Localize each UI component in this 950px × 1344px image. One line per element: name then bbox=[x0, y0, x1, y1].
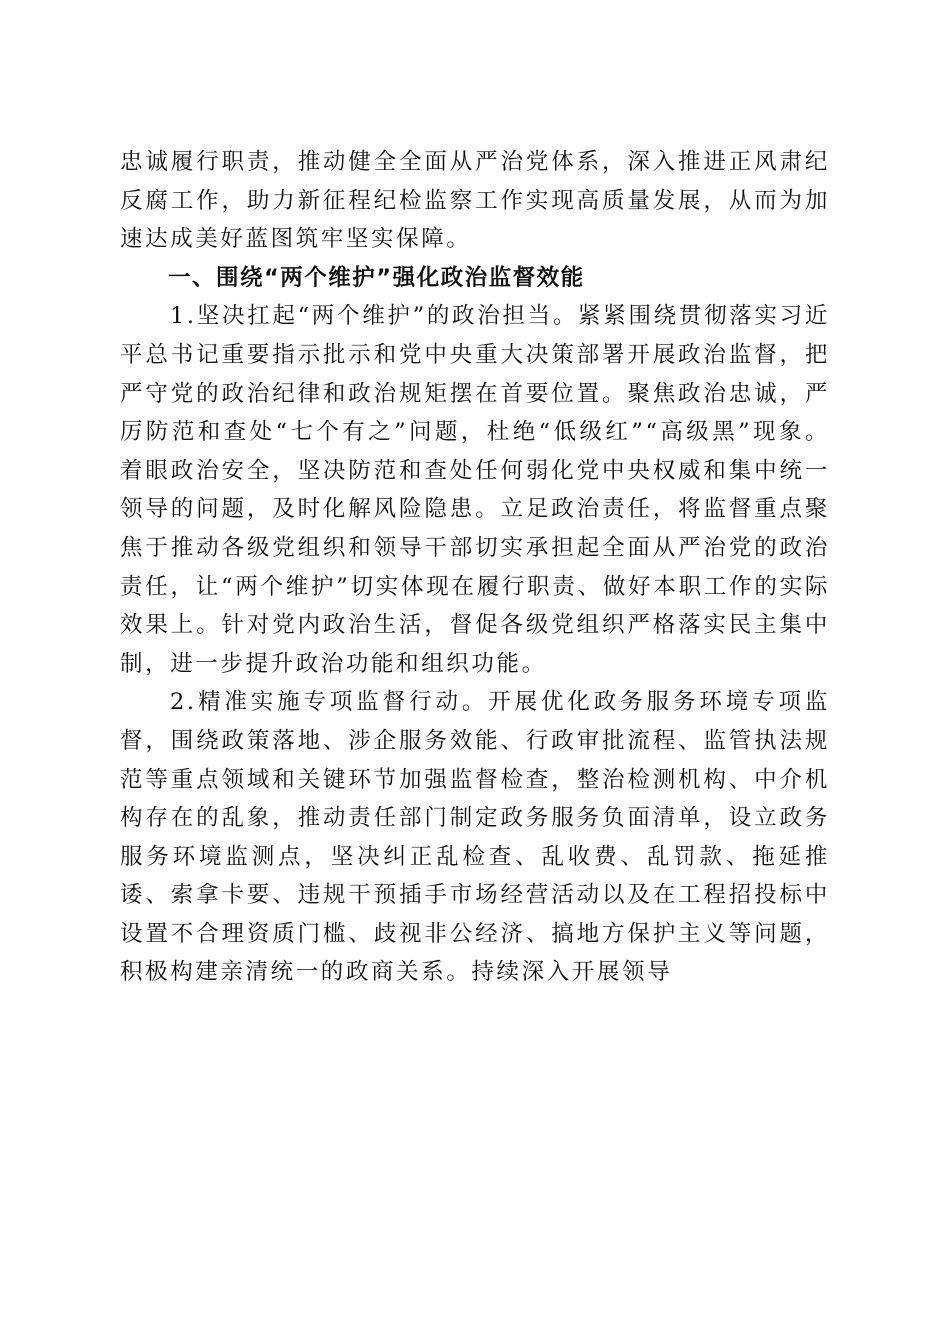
paragraph-continuation: 忠诚履行职责，推动健全全面从严治党体系，深入推进正风肃纪反腐工作，助力新征程纪检监察工作实现高质量发展，从而为加速达成美好蓝图筑牢坚实保障。 bbox=[120, 149, 830, 253]
paragraph-item-2: 2.精准实施专项监督行动。开展优化政务服务环境专项监督，围绕政策落地、涉企服务效能、行政审批流程、监管执法规范等重点领域和关键环节加强监督检查，整治检测机构、中介机构存在的乱象，推动责任部门制定政务服务负面清单，设立政务服务环境监测点，坚决纠正乱检查、乱收费、乱罚款、拖延推诿、索拿卡要、违规干预插手市场经营活动以及在工程招投标中设置不合理资质门槛、歧视非公经济、搞地方保护主义等问题，积极构建亲清统一的政商关系。持续深入开展领导 bbox=[120, 689, 830, 986]
paragraph-item-1: 1.坚决扛起“两个维护”的政治担当。紧紧围绕贯彻落实习近平总书记重要指示批示和党中央重大决策部署开展政治监督，把严守党的政治纪律和政治规矩摆在首要位置。聚焦政治忠诚，严厉防范和查处“七个有之”问题，杜绝“低级红”“高级黑”现象。着眼政治安全，坚决防范和查处任何弱化党中央权威和集中统一领导的问题，及时化解风险隐患。立足政治责任，将监督重点聚焦于推动各级党组织和领导干部切实承担起全面从严治党的政治责任，让“两个维护”切实体现在履行职责、做好本职工作的实际效果上。针对党内政治生活，督促各级党组织严格落实民主集中制，进一步提升政治功能和组织功能。 bbox=[120, 303, 830, 677]
section-heading: 一、围绕“两个维护”强化政治监督效能 bbox=[168, 264, 585, 291]
document-body bbox=[120, 143, 830, 992]
